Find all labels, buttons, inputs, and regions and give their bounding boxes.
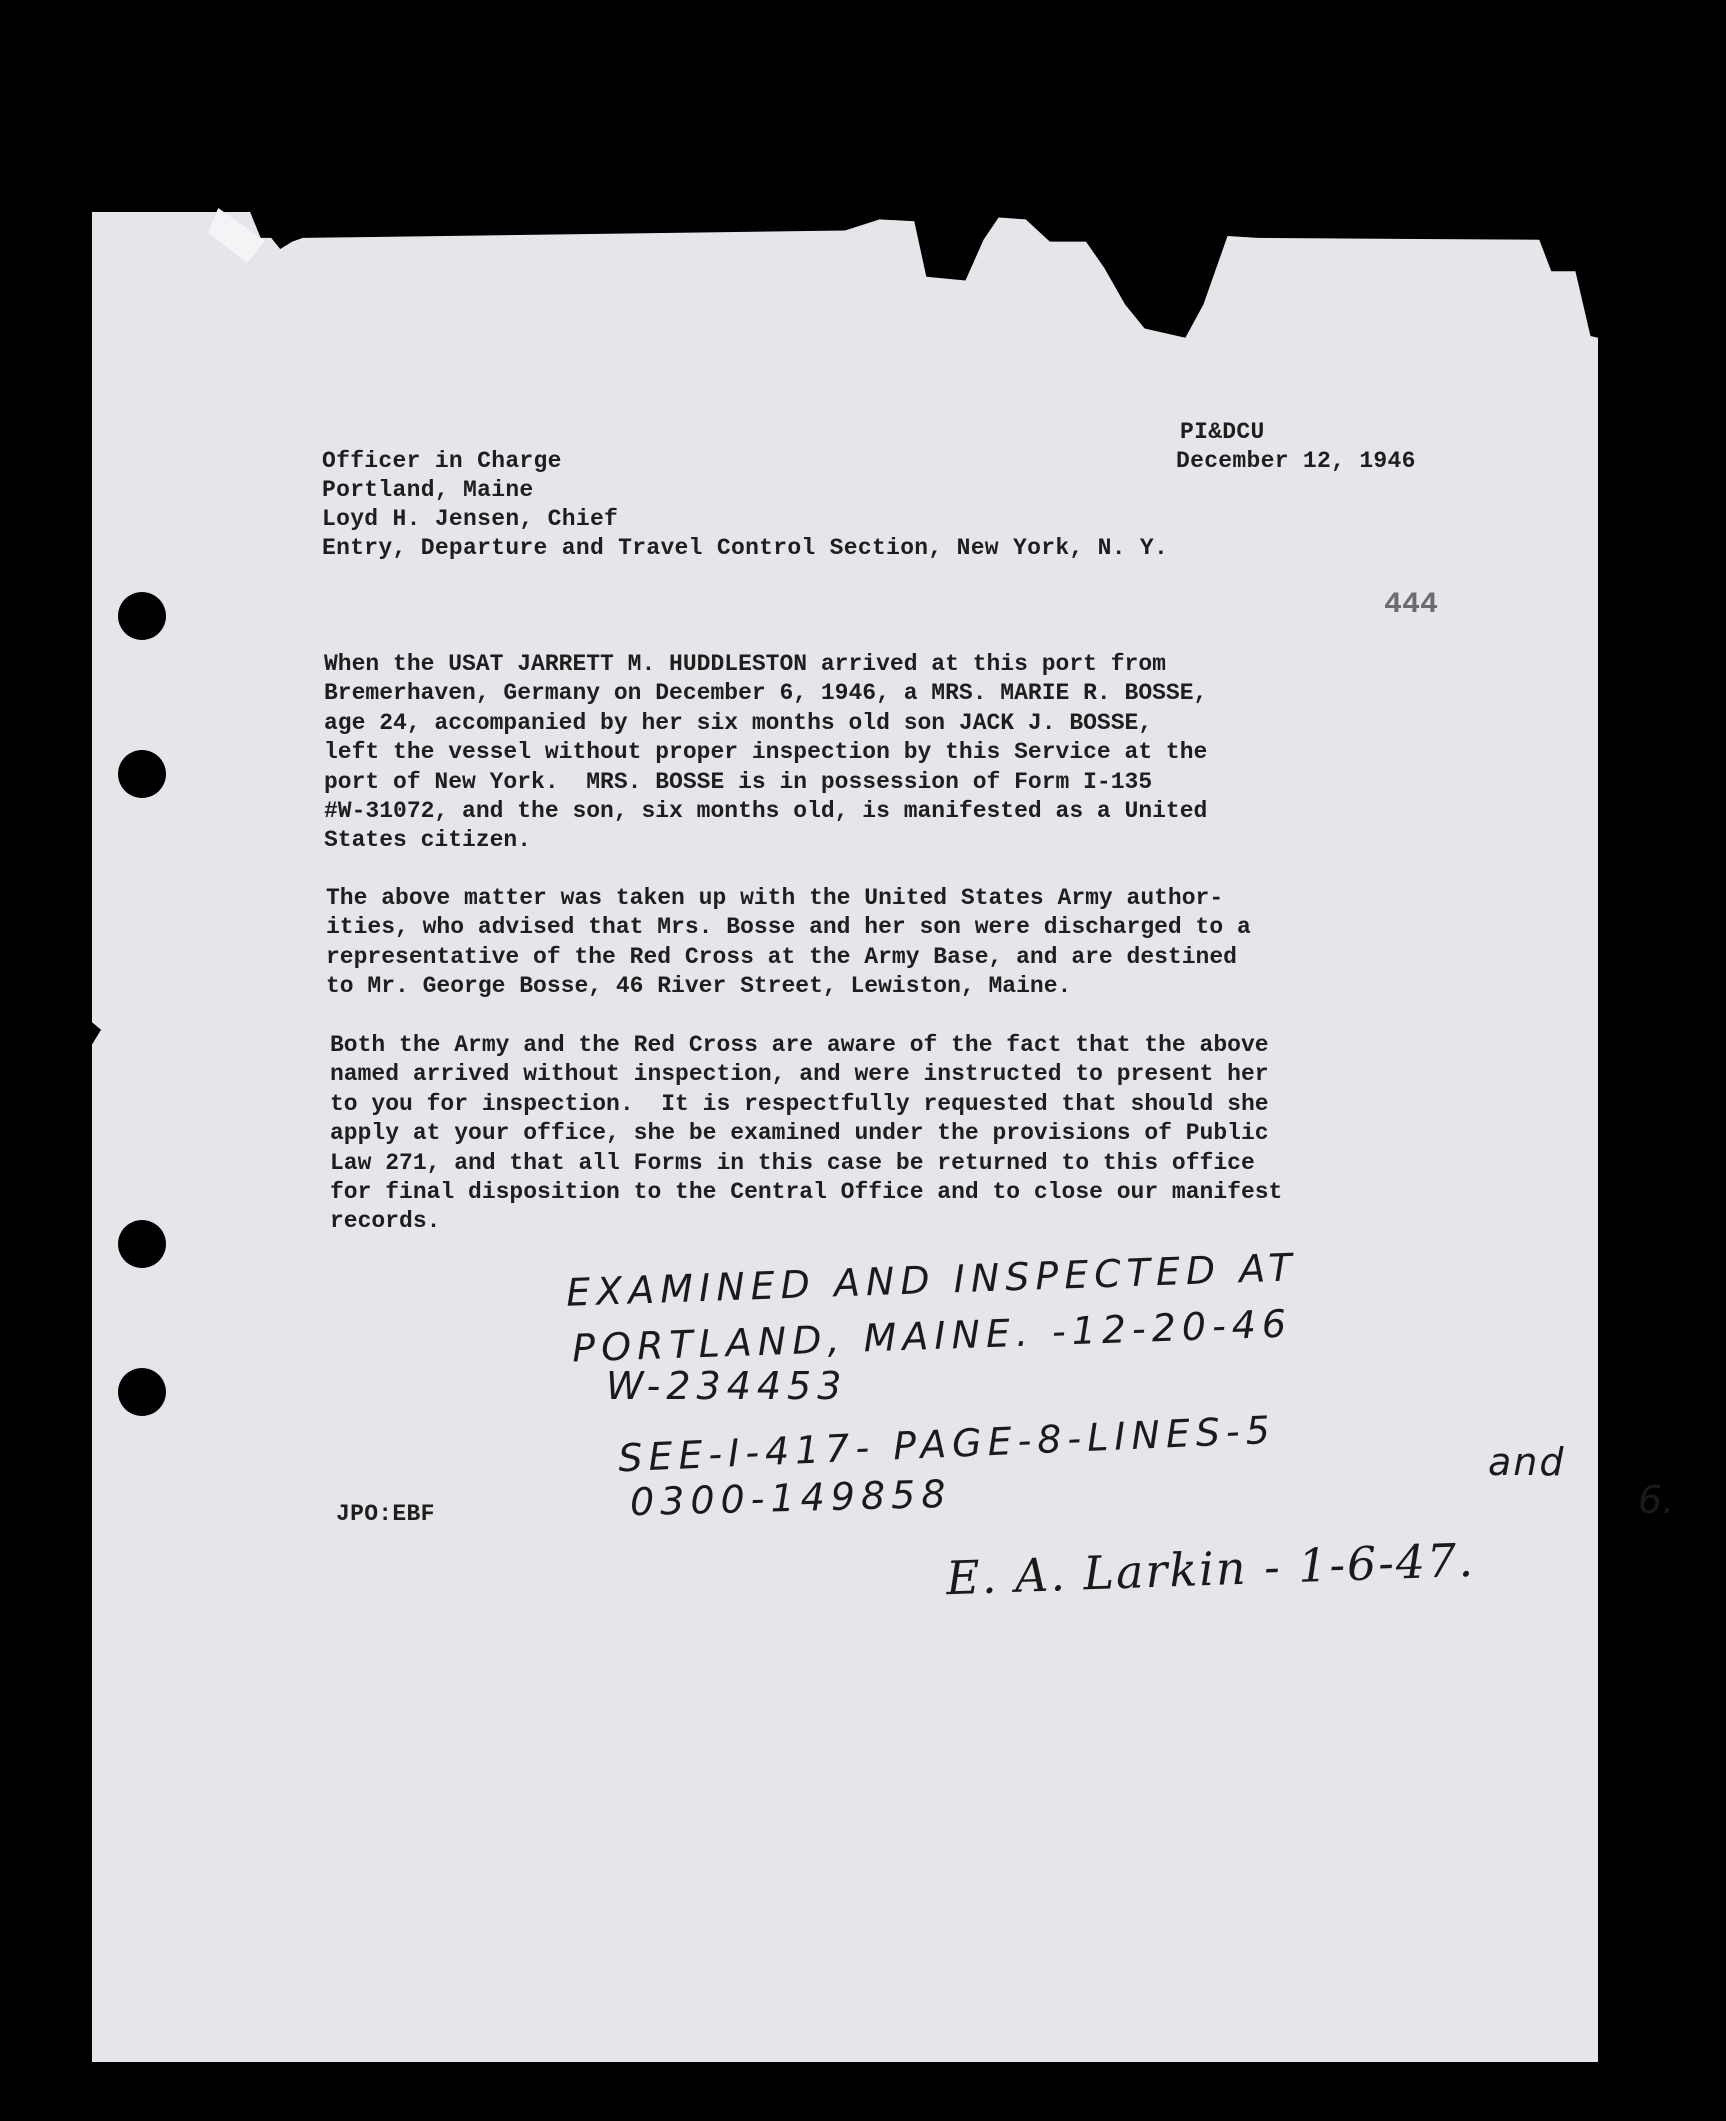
signature: E. A. Larkin - 1-6-47.	[945, 1532, 1476, 1606]
handwritten-line: EXAMINED AND INSPECTED AT	[565, 1245, 1299, 1315]
punch-hole	[118, 1368, 166, 1416]
handwritten-note: 6.	[1638, 1478, 1675, 1522]
text-line: representative of the Red Cross at the Army Base, and are destined	[326, 943, 1237, 970]
text-line: Law 271, and that all Forms in this case be returned to this office	[330, 1149, 1255, 1176]
address-line: Portland, Maine	[322, 477, 534, 503]
paragraph-1	[324, 650, 1207, 856]
text-line: States citizen.	[324, 827, 532, 854]
address-line: Officer in Charge	[322, 448, 562, 474]
text-line: #W-31072, and the son, six months old, is manifested as a United	[324, 798, 1208, 825]
handwritten-note: and	[1488, 1440, 1566, 1484]
handwritten-line: 0300-149858	[629, 1471, 953, 1525]
handwritten-line: SEE-I-417- PAGE-8-LINES-5	[617, 1407, 1277, 1481]
handwritten-line: PORTLAND, MAINE. -12-20-46	[571, 1301, 1293, 1371]
text-line: port of New York. MRS. BOSSE is in possession of Form I-135	[324, 768, 1153, 795]
text-line: to you for inspection. It is respectfully requested that should she	[330, 1090, 1269, 1117]
handwritten-line: W-234453	[606, 1364, 848, 1408]
text-line: age 24, accompanied by her six months old son JACK J. BOSSE,	[324, 709, 1153, 736]
text-line: to Mr. George Bosse, 46 River Street, Lewiston, Maine.	[326, 973, 1072, 1000]
file-mark: 444	[1384, 588, 1439, 622]
text-line: The above matter was taken up with the United States Army author-	[326, 885, 1224, 911]
text-line: for final disposition to the Central Office and to close our manifest	[330, 1179, 1283, 1206]
text-line: Both the Army and the Red Cross are aware of the fact that the above	[330, 1032, 1269, 1058]
punch-hole	[118, 750, 166, 798]
routing-code: PI&DCU	[1180, 419, 1265, 445]
text-line: apply at your office, she be examined under the provisions of Public	[330, 1120, 1269, 1147]
letter-date: December 12, 1946	[1176, 448, 1416, 474]
typist-initials: JPO:EBF	[336, 1501, 435, 1527]
text-line: named arrived without inspection, and were instructed to present her	[330, 1061, 1269, 1088]
text-line: records.	[330, 1208, 441, 1235]
text-line: When the USAT JARRETT M. HUDDLESTON arrived at this port from	[324, 651, 1166, 677]
paragraph-3	[330, 1031, 1282, 1237]
address-line: Loyd H. Jensen, Chief	[322, 506, 619, 532]
punch-hole	[118, 1220, 166, 1268]
punch-hole	[118, 592, 166, 640]
paragraph-2	[326, 884, 1251, 1002]
address-line: Entry, Departure and Travel Control Section, New York, N. Y.	[322, 535, 1169, 561]
text-line: ities, who advised that Mrs. Bosse and her son were discharged to a	[326, 914, 1251, 941]
text-line: left the vessel without proper inspection by this Service at the	[324, 739, 1208, 766]
text-line: Bremerhaven, Germany on December 6, 1946, a MRS. MARIE R. BOSSE,	[324, 680, 1208, 707]
